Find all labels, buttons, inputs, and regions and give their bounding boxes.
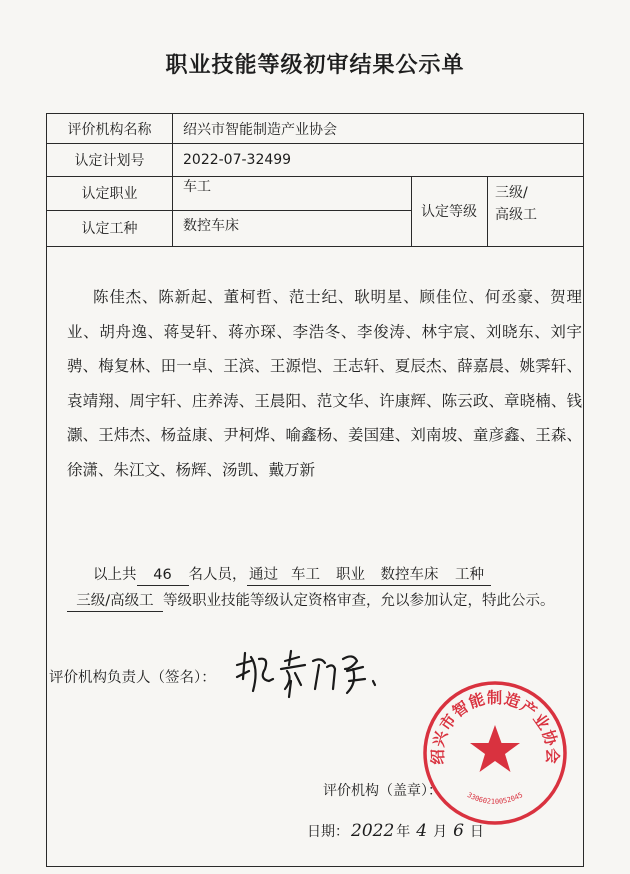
signer-label: 评价机构负责人（签名）：: [49, 670, 216, 686]
plan-value: 2022-07-32499: [183, 151, 292, 168]
table-line: [172, 114, 173, 246]
level-value-line2: 高级工: [495, 207, 537, 223]
declaration: [67, 562, 582, 614]
decl-pass: 通过: [247, 565, 281, 586]
date-label: 日期：: [307, 824, 349, 840]
table-line: [487, 176, 488, 246]
date-row: [307, 821, 484, 841]
svg-text:33060210052045: 33060210052045: [465, 790, 525, 806]
decl-job: 车工: [281, 565, 331, 586]
decl-level: 三级/高级工: [67, 591, 163, 612]
candidate-names: 陈佳杰、陈新起、董柯哲、范士纪、耿明星、顾佳位、何丞豪、贺理业、胡舟逸、蒋旻轩、蒋亦琛、李浩冬、李俊涛、林宇宸、刘晓东、刘宇骋、梅复林、田一卓、王滨、王源恺、王志轩、夏辰杰、薛嘉晨、姚霁轩、袁靖翔、周宇轩、庄养涛、王晨阳、范文华、许康辉、陈云政、章晓楠、钱灏、王炜杰、杨益康、尹柯烨、喻鑫杨、姜国建、刘南坡、童彦鑫、王森、徐潇、朱江文、杨辉、汤凯、戴万新: [67, 288, 582, 479]
date-year-unit: 年: [396, 824, 411, 840]
decl-text: 以上共: [93, 567, 137, 583]
org-value: 绍兴市智能制造产业协会: [183, 121, 337, 138]
type-value: 数控车床: [183, 218, 239, 234]
decl-type: 数控车床: [371, 565, 449, 586]
decl-text: 等级职业技能等级认定资格审查，允以参加认定，特此公示。: [163, 593, 555, 609]
decl-count: 46: [137, 565, 189, 586]
job-value: 车工: [183, 179, 211, 195]
date-year: 2022: [351, 821, 395, 841]
level-value-line1: 三级/: [495, 185, 528, 201]
decl-type-word: 工种: [449, 565, 491, 586]
level-value: [495, 182, 537, 226]
type-label: 认定工种: [81, 221, 138, 237]
official-seal-image: [419, 677, 571, 829]
svg-text:绍兴市智能制造产业协会: 绍兴市智能制造产业协会: [428, 689, 562, 765]
level-label: 认定等级: [421, 204, 477, 220]
decl-text: 名人员，: [188, 567, 247, 583]
document-title: 职业技能等级初审结果公示单: [165, 53, 465, 78]
job-label: 认定职业: [81, 186, 138, 202]
org-label: 评价机构名称: [67, 121, 152, 138]
signature-image: [229, 639, 389, 709]
table-line: [47, 246, 583, 247]
form-box: [46, 113, 584, 867]
decl-job-word: 职业: [331, 565, 371, 586]
date-day-unit: 日: [469, 824, 484, 840]
date-month: 4: [416, 821, 428, 841]
date-month-unit: 月: [433, 824, 448, 840]
date-day: 6: [453, 821, 464, 841]
plan-label: 认定计划号: [74, 152, 145, 169]
seal-label: 评价机构（盖章）：: [323, 783, 442, 799]
